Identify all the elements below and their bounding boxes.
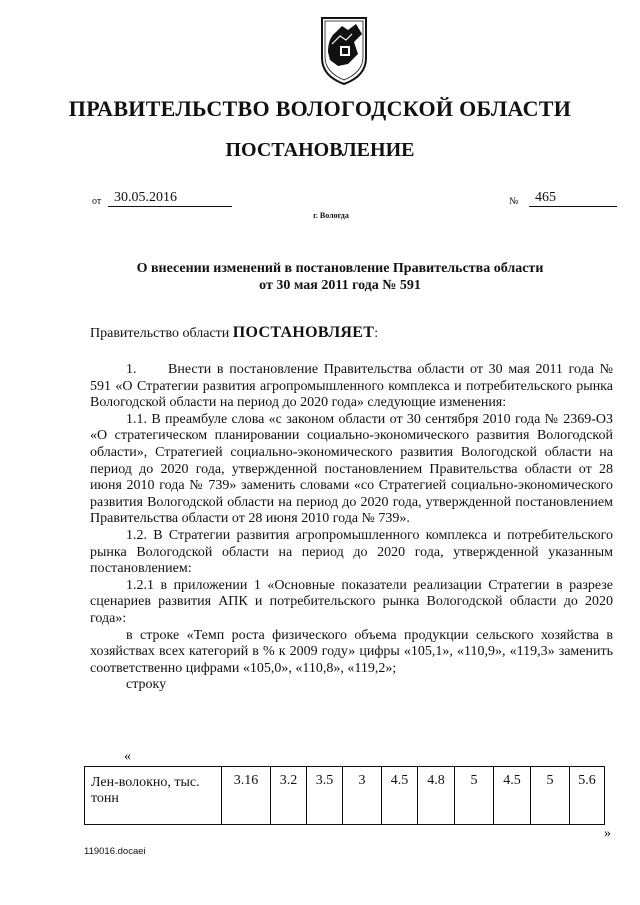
indicator-table bbox=[84, 766, 605, 825]
subject-line-2: от 30 мая 2011 года № 591 bbox=[259, 278, 421, 293]
coat-of-arms-emblem bbox=[318, 14, 370, 86]
document-number: 465 bbox=[529, 189, 617, 207]
paragraph-1-text: Внести в постановление Правительства области от 30 мая 2011 года № 591 «О Стратегии развития агропромышленного комплекса и потребительского рынка Вологодской области на период до 2020 года» следующие изменения: bbox=[90, 362, 613, 411]
document-type: ПОСТАНОВЛЕНИЕ bbox=[225, 139, 415, 161]
organization-title: ПРАВИТЕЛЬСТВО ВОЛОГОДСКОЙ ОБЛАСТИ bbox=[68, 96, 572, 121]
quote-close: » bbox=[604, 826, 611, 841]
document-body bbox=[90, 362, 613, 694]
table-row bbox=[85, 767, 605, 825]
paragraph-1-1: 1.1. В преамбуле слова «с законом области от 30 сентября 2010 года № 2369-ОЗ «О стратегическом планировании социально-экономического развития Вологодской области», Стратегией социально-экономического развития Вологодской области на период до 2020 года, утвержденной постановлением Правительства области от 28 июня 2010 года № 739» заменить словами «со Стратегией социально-экономического развития Вологодской области на период до 2020 года, утвержденной постановлением Правительства области от 28 июня 2010 года № 739». bbox=[90, 411, 613, 527]
paragraph-1 bbox=[90, 362, 613, 412]
quote-open: « bbox=[124, 749, 131, 764]
footer-filename: 119016.docaei bbox=[84, 846, 146, 857]
table-cell-value: 3.5 bbox=[307, 767, 343, 825]
document-subject bbox=[110, 260, 570, 294]
table-cell-value: 3 bbox=[343, 767, 382, 825]
table-cell-value: 3.2 bbox=[271, 767, 307, 825]
resolution-lead: Правительство области bbox=[90, 326, 230, 341]
paragraph-row-replacement: в строке «Темп роста физического объема продукции сельского хозяйства в хозяйствах всех категорий в % к 2009 году» цифры «105,1», «110,9», «119,3» заменить соответственно цифрами «105,0», «110,8», «119,2»; bbox=[90, 627, 613, 676]
table-cell-value: 5 bbox=[455, 767, 494, 825]
table-cell-value: 4.5 bbox=[494, 767, 531, 825]
table-cell-value: 3.16 bbox=[222, 767, 271, 825]
paragraph-1-2: 1.2. В Стратегии развития агропромышленного комплекса и потребительского рынка Вологодской области на период до 2020 года, утвержденной указанным постановлением: bbox=[90, 527, 613, 577]
table-cell-value: 4.8 bbox=[418, 767, 455, 825]
document-date: 30.05.2016 bbox=[108, 189, 232, 207]
table-cell-value: 5 bbox=[531, 767, 570, 825]
resolution-verb: ПОСТАНОВЛЯЕТ bbox=[232, 324, 375, 341]
paragraph-row-label: строку bbox=[126, 677, 167, 693]
resolution-colon: : bbox=[374, 326, 379, 341]
number-label: № bbox=[509, 196, 519, 207]
table-cell-value: 4.5 bbox=[382, 767, 418, 825]
paragraph-1-2-1: 1.2.1 в приложении 1 «Основные показатели реализации Стратегии в разрезе сценариев развития АПК и потребительского рынка Вологодской области до 2020 года»: bbox=[90, 577, 613, 626]
subject-line-1: О внесении изменений в постановление Правительства области bbox=[136, 261, 544, 276]
table-cell-value: 5.6 bbox=[570, 767, 605, 825]
document-city: г. Вологда bbox=[313, 211, 349, 220]
table-cell-name: Лен-волокно, тыс. тонн bbox=[85, 767, 222, 825]
date-label: от bbox=[92, 196, 102, 207]
resolution-statement bbox=[90, 324, 378, 342]
paragraph-1-number: 1. bbox=[126, 362, 137, 377]
